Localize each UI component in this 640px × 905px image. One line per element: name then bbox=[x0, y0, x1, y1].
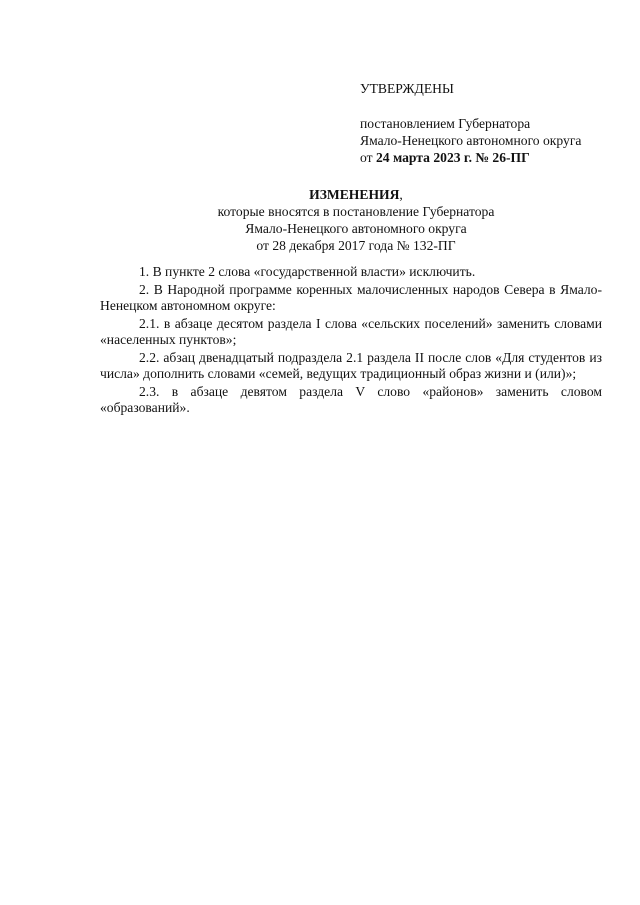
title-heading-line bbox=[100, 186, 612, 203]
paragraph-2: 2. В Народной программе коренных малочисленных народов Севера в Ямало-Ненецком автономном округе: bbox=[100, 282, 602, 313]
document-title bbox=[100, 186, 612, 254]
approval-date-prefix: от bbox=[360, 150, 376, 165]
paragraph-2-2: 2.2. абзац двенадцатый подраздела 2.1 раздела II после слов «Для студентов из числа» дополнить словами «семей, ведущих традиционный образ жизни и (или)»; bbox=[100, 350, 602, 381]
approval-date-value: 24 марта 2023 г. № 26-ПГ bbox=[375, 150, 530, 165]
title-line-3: от 28 декабря 2017 года № 132-ПГ bbox=[256, 238, 456, 253]
title-line-1: которые вносятся в постановление Губернатора bbox=[217, 204, 495, 219]
title-line-2: Ямало-Ненецкого автономного округа bbox=[245, 221, 467, 236]
approval-line-1: постановлением Губернатора bbox=[360, 116, 531, 131]
title-heading: ИЗМЕНЕНИЯ bbox=[309, 187, 400, 202]
paragraph-1: 1. В пункте 2 слова «государственной власти» исключить. bbox=[139, 264, 476, 279]
approval-stamp bbox=[360, 80, 620, 166]
approval-heading: УТВЕРЖДЕНЫ bbox=[360, 81, 454, 96]
approval-line-2: Ямало-Ненецкого автономного округа bbox=[360, 133, 582, 148]
paragraph-2-3: 2.3. в абзаце девятом раздела V слово «районов» заменить словом «образований». bbox=[100, 384, 602, 415]
title-heading-suffix: , bbox=[399, 187, 403, 202]
paragraph-2-1: 2.1. в абзаце десятом раздела I слова «сельских поселений» заменить словами «населенных пунктов»; bbox=[100, 316, 602, 347]
document-body bbox=[100, 264, 602, 418]
approval-date-line bbox=[360, 149, 620, 166]
